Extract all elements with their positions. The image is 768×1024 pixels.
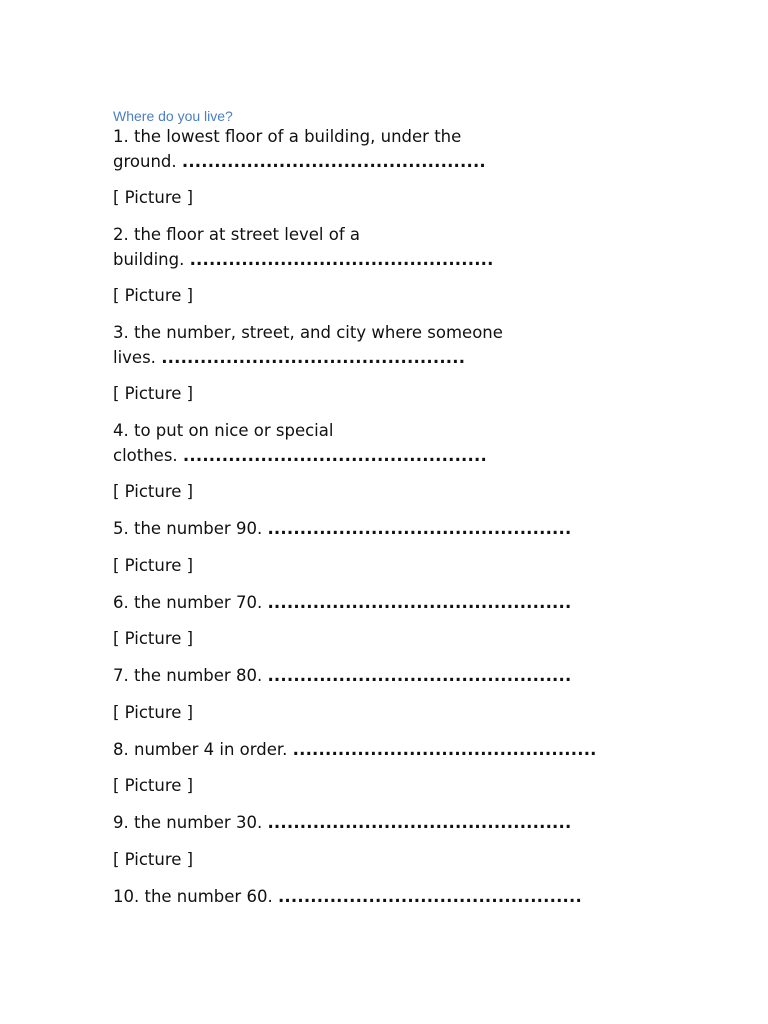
picture-placeholder: [ Picture ] [113, 384, 194, 403]
answer-blank[interactable]: ............................................... [161, 347, 466, 367]
question-text-cont: lives. [113, 347, 156, 367]
question-text: 2. the floor at street level of a [113, 225, 360, 244]
question-text-cont: building. [113, 249, 185, 269]
question-text: 3. the number, street, and city where someone [113, 323, 503, 342]
question-text-cont: clothes. [113, 445, 178, 465]
question-text: 1. the lowest floor of a building, under the [113, 127, 462, 146]
question-3 [113, 321, 673, 370]
picture-placeholder: [ Picture ] [113, 286, 194, 305]
question-1 [113, 125, 673, 174]
question-text: 5. the number 90. [113, 519, 263, 538]
picture-placeholder: [ Picture ] [113, 188, 194, 207]
worksheet [113, 107, 673, 909]
worksheet-title: Where do you live? [113, 108, 233, 124]
question-text: 6. the number 70. [113, 592, 263, 612]
answer-blank[interactable]: ............................................... [267, 519, 572, 538]
answer-blank[interactable]: ............................................... [267, 592, 572, 612]
question-5 [113, 517, 673, 542]
question-text: 4. to put on nice or special [113, 421, 334, 440]
answer-blank[interactable]: ............................................... [267, 666, 572, 685]
question-4 [113, 419, 673, 468]
picture-placeholder: [ Picture ] [113, 629, 194, 648]
picture-placeholder: [ Picture ] [113, 482, 194, 501]
question-6 [113, 591, 673, 616]
question-text-cont: ground. [113, 151, 177, 171]
question-7 [113, 664, 673, 689]
question-text: 9. the number 30. [113, 813, 263, 832]
picture-placeholder: [ Picture ] [113, 702, 194, 722]
picture-placeholder: [ Picture ] [113, 555, 194, 575]
answer-blank[interactable]: ............................................... [182, 445, 487, 465]
answer-blank[interactable]: ............................................... [277, 886, 582, 906]
answer-blank[interactable]: ............................................... [181, 151, 486, 171]
answer-blank[interactable]: ............................................... [189, 249, 494, 269]
question-2 [113, 223, 673, 272]
picture-placeholder: [ Picture ] [113, 776, 194, 795]
answer-blank[interactable]: ............................................... [292, 739, 597, 759]
question-text: 10. the number 60. [113, 886, 273, 906]
answer-blank[interactable]: ............................................... [267, 813, 572, 832]
question-10 [113, 885, 673, 910]
question-8 [113, 738, 673, 763]
question-text: 7. the number 80. [113, 666, 263, 685]
question-text: 8. number 4 in order. [113, 739, 288, 759]
question-9 [113, 811, 673, 836]
picture-placeholder: [ Picture ] [113, 849, 194, 869]
